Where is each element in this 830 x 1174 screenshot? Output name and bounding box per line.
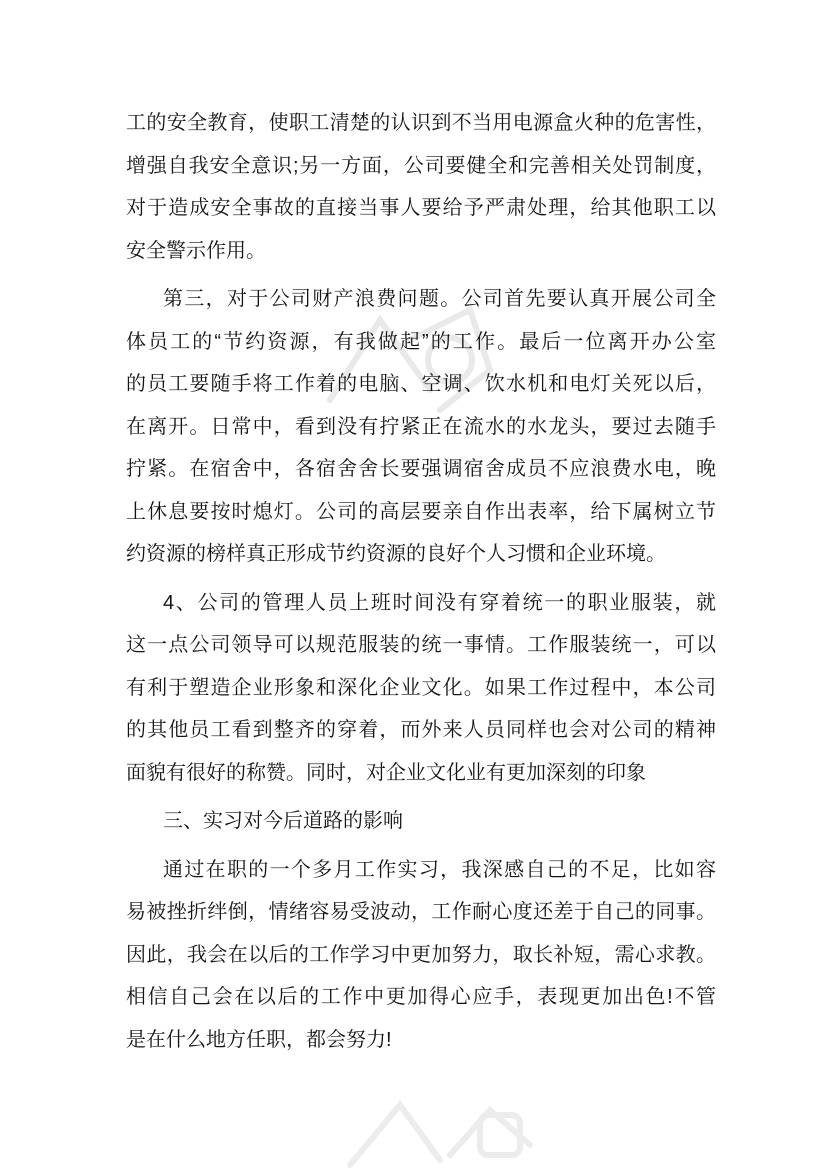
text-line: 的其他员工看到整齐的穿着，而外来人员同样也会对公司的精神: [126, 719, 716, 741]
text-line: 安全警示作用。: [126, 239, 266, 262]
paragraph-uniform: [126, 582, 716, 795]
text-line: 增强自我安全意识;另一方面，公司要健全和完善相关处罚制度，: [126, 154, 716, 177]
text-line: 拧紧。在宿舍中，各宿舍舍长要强调宿舍成员不应浪费水电，晚: [126, 458, 716, 480]
section-heading: [126, 800, 716, 843]
paragraph-internship-reflection: [126, 849, 716, 1062]
text-line: 通过在职的一个多月工作实习，我深感自己的不足，比如容: [163, 858, 716, 881]
text-line: 上休息要按时熄灯。公司的高层要亲自作出表率，给下属树立节: [126, 500, 716, 523]
text-line: 体员工的“节约资源，有我做起”的工作。最后一位离开办公室: [126, 330, 716, 353]
text-line: 在离开。日常中，看到没有拧紧正在流水的水龙头，要过去随手: [126, 415, 716, 438]
text-line: 对于造成安全事故的直接当事人要给予严肃处理，给其他职工以: [126, 197, 716, 219]
text-line: 相信自己会在以后的工作中更加得心应手，表现更加出色!不管: [126, 986, 716, 1008]
text-line: 面貌有很好的称赞。同时，对企业文化业有更加深刻的印象: [126, 761, 646, 784]
watermark-mark-bottom: [330, 1085, 560, 1174]
text-line: 的员工要随手将工作着的电脑、空调、饮水机和电灯关死以后，: [126, 373, 716, 395]
text-line: 因此，我会在以后的工作学习中更加努力，取长补短，需心求教。: [126, 943, 716, 966]
text-line: 第三，对于公司财产浪费问题。公司首先要认真开展公司全: [163, 288, 716, 310]
text-line: 是在什么地方任职，都会努力!: [126, 1028, 392, 1051]
section-heading-text: 三、实习对今后道路的影响: [163, 810, 403, 832]
paragraph-resource-waste: [126, 278, 716, 576]
document-page: [126, 102, 716, 1067]
text-line: 有利于塑造企业形象和深化企业文化。如果工作过程中，本公司: [126, 676, 716, 699]
text-line: 工的安全教育，使职工清楚的认识到不当用电源盒火种的危害性，: [126, 112, 716, 134]
text-line: 这一点公司领导可以规范服装的统一事情。工作服装统一，可以: [126, 634, 716, 656]
paragraph-safety-education: [126, 102, 716, 272]
text-line: 易被挫折绊倒，情绪容易受波动，工作耐心度还差于自己的同事。: [126, 901, 716, 923]
text-line: 约资源的榜样真正形成节约资源的良好个人习惯和企业环境。: [126, 543, 666, 565]
text-line: 4、公司的管理人员上班时间没有穿着统一的职业服装，就: [163, 591, 716, 614]
